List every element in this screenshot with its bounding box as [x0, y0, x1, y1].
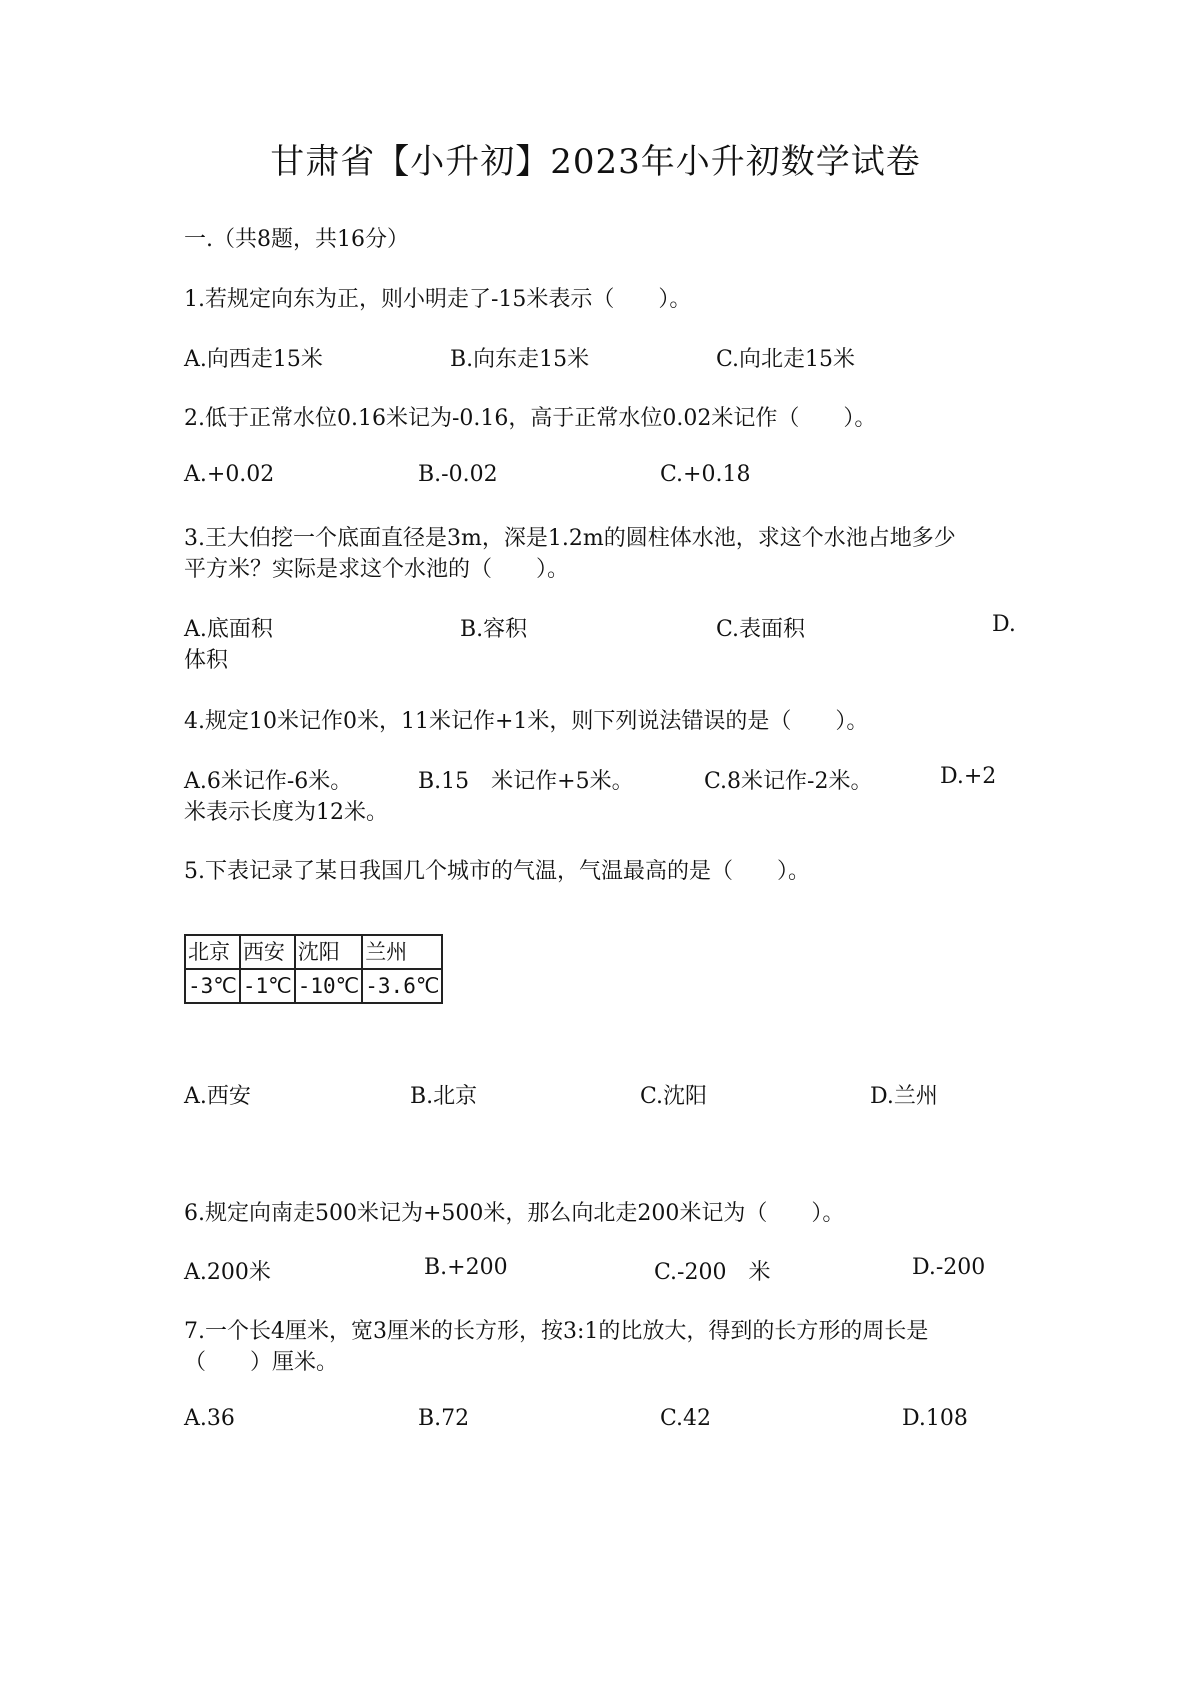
question-stem: 5.下表记录了某日我国几个城市的气温，气温最高的是（ ）。	[184, 859, 810, 884]
question-stem: 4.规定10米记作0米，11米记作+1米，则下列说法错误的是（ ）。	[184, 709, 869, 734]
option-d: D.108	[902, 1406, 968, 1431]
question-stem-line-2: 平方米？实际是求这个水池的（ ）。	[184, 557, 570, 582]
option-d: D.+2	[940, 764, 997, 789]
option-c: C.+0.18	[660, 462, 751, 487]
option-a: A.向西走15米	[184, 347, 323, 372]
option-a: A.36	[184, 1406, 235, 1431]
option-b: B.向东走15米	[450, 347, 590, 372]
section-header: 一.（共8题，共16分）	[184, 227, 409, 252]
option-a: A.底面积	[184, 617, 273, 642]
option-d: D.-200	[912, 1255, 986, 1280]
table-cell-temp: -3℃	[185, 969, 240, 1003]
option-c: C.8米记作-2米。	[704, 769, 873, 794]
table-cell-city: 西安	[240, 935, 295, 969]
question-stem-line-1: 7.一个长4厘米，宽3厘米的长方形，按3:1的比放大，得到的长方形的周长是	[184, 1319, 929, 1344]
option-a: A.+0.02	[184, 462, 275, 487]
question-stem: 2.低于正常水位0.16米记为-0.16，高于正常水位0.02米记作（ ）。	[184, 406, 877, 431]
question-stem-line-2: （ ）厘米。	[184, 1350, 339, 1375]
option-c: C.-200 米	[654, 1260, 771, 1285]
option-c: C.42	[660, 1406, 712, 1431]
option-c: C.向北走15米	[716, 347, 856, 372]
table-cell-temp: -1℃	[240, 969, 295, 1003]
table-cell-city: 北京	[185, 935, 240, 969]
option-a: A.6米记作-6米。	[184, 769, 353, 794]
page-title: 甘肃省【小升初】2023年小升初数学试卷	[270, 142, 921, 182]
option-d: D.	[992, 612, 1016, 637]
option-a: A.西安	[184, 1084, 251, 1109]
option-c: C.表面积	[716, 617, 806, 642]
option-d-wrap: 体积	[184, 648, 229, 673]
option-b: B.北京	[410, 1084, 478, 1109]
question-stem: 6.规定向南走500米记为+500米，那么向北走200米记为（ ）。	[184, 1201, 845, 1226]
option-b: B.+200	[424, 1255, 508, 1280]
option-d: D.兰州	[870, 1084, 938, 1109]
option-b: B.容积	[460, 617, 528, 642]
temperature-table	[184, 934, 443, 1004]
question-stem: 1.若规定向东为正，则小明走了-15米表示（ ）。	[184, 287, 692, 312]
option-d-wrap: 米表示长度为12米。	[184, 800, 388, 825]
option-b: B.15 米记作+5米。	[418, 769, 634, 794]
table-cell-temp: -3.6℃	[362, 969, 442, 1003]
option-c: C.沈阳	[640, 1084, 708, 1109]
table-row	[185, 969, 442, 1003]
option-a: A.200米	[184, 1260, 271, 1285]
table-header-row	[185, 935, 442, 969]
option-b: B.72	[418, 1406, 470, 1431]
table-cell-temp: -10℃	[295, 969, 363, 1003]
table-cell-city: 沈阳	[295, 935, 363, 969]
option-b: B.-0.02	[418, 462, 498, 487]
question-stem-line-1: 3.王大伯挖一个底面直径是3m，深是1.2m的圆柱体水池，求这个水池占地多少	[184, 526, 956, 551]
table-cell-city: 兰州	[362, 935, 442, 969]
